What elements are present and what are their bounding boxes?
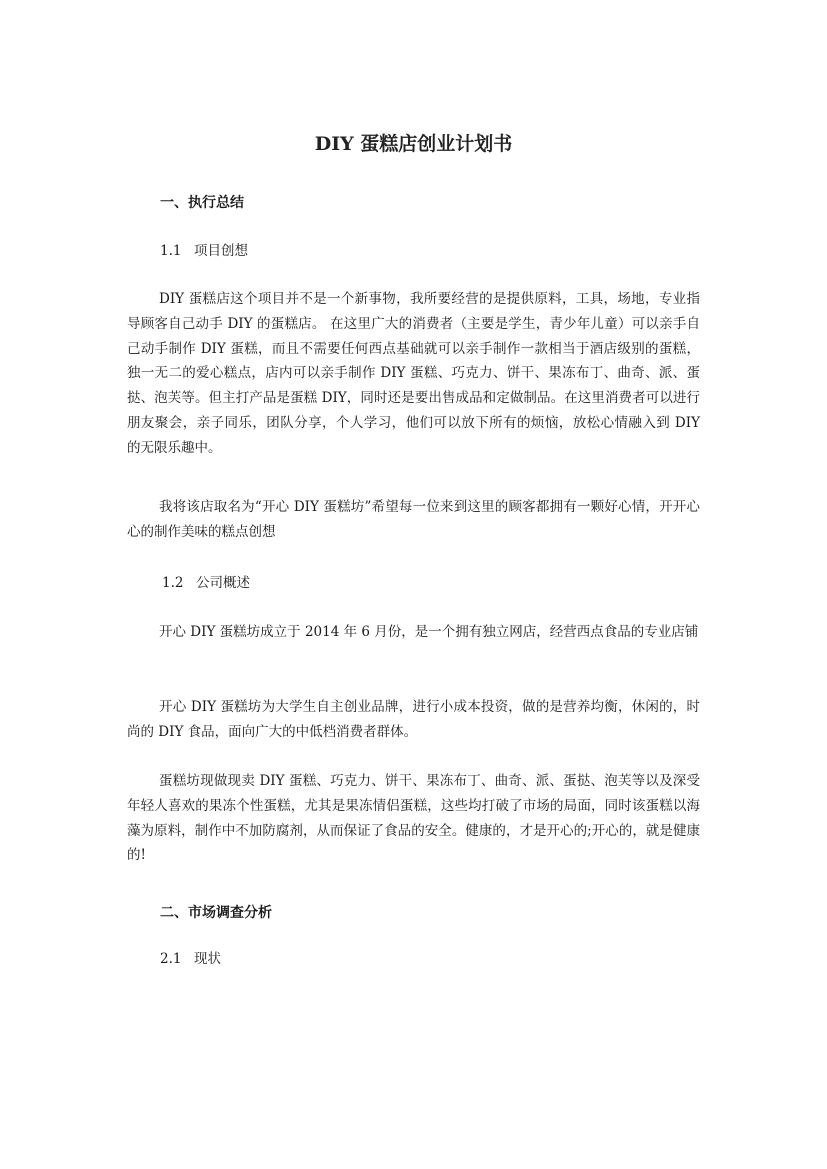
subsection-title: 项目创想 — [194, 243, 248, 259]
subsection-number: 1.1 — [160, 243, 182, 259]
subsection-heading-2-1 — [160, 948, 221, 970]
subsection-title: 现状 — [194, 951, 221, 967]
paragraph-project-idea: DIY 蛋糕店这个项目并不是一个新事物，我所要经营的是提供原料，工具，场地，专业指导顾客自己动手 DIY 的蛋糕店。 在这里广大的消费者（主要是学生，青少年儿童）可以亲手自己动手制作 DIY 蛋糕，而且不需要任何西点基础就可以亲手制作一款相当于酒店级别的蛋糕，独一无二的爱心糕点，店内可以亲手制作 DIY 蛋糕、巧克力、饼干、果冻布丁、曲奇、派、蛋挞、泡芙等。但主打产品是蛋糕 DIY，同时还是要出售成品和定做制品。在这里消费者可以进行朋友聚会，亲子同乐，团队分享，个人学习，他们可以放下所有的烦恼，放松心情融入到 DIY 的无限乐趣中。 — [127, 291, 700, 456]
section-heading-market-analysis: 二、市场调查分析 — [160, 905, 272, 921]
paragraph-products: 蛋糕坊现做现卖 DIY 蛋糕、巧克力、饼干、果冻布丁、曲奇、派、蛋挞、泡芙等以及深受年轻人喜欢的果冻个性蛋糕，尤其是果冻情侣蛋糕，这些均打破了市场的局面，同时该蛋糕以海藻为原料，制作中不加防腐剂，从而保证了食品的安全。健康的，才是开心的;开心的，就是健康的! — [127, 773, 700, 864]
subsection-number: 1.2 — [162, 575, 184, 591]
paragraph-shop-name: 我将该店取名为“开心 DIY 蛋糕坊”希望每一位来到这里的顾客都拥有一颗好心情，开开心心的制作美味的糕点创想 — [127, 499, 700, 540]
paragraph-company-founded: 开心 DIY 蛋糕坊成立于 2014 年 6 月份，是一个拥有独立网店，经营西点食品的专业店铺 — [159, 624, 699, 640]
subsection-heading-1-1 — [160, 240, 248, 262]
paragraph-company-brand: 开心 DIY 蛋糕坊为大学生自主创业品牌，进行小成本投资，做的是营养均衡，休闲的，时尚的 DIY 食品，面向广大的中低档消费者群体。 — [127, 699, 700, 740]
document-title: DIY 蛋糕店创业计划书 — [314, 133, 513, 155]
subsection-number: 2.1 — [160, 951, 182, 967]
section-heading-executive-summary: 一、执行总结 — [160, 195, 244, 211]
subsection-heading-1-2 — [162, 572, 250, 594]
subsection-title: 公司概述 — [196, 575, 250, 591]
